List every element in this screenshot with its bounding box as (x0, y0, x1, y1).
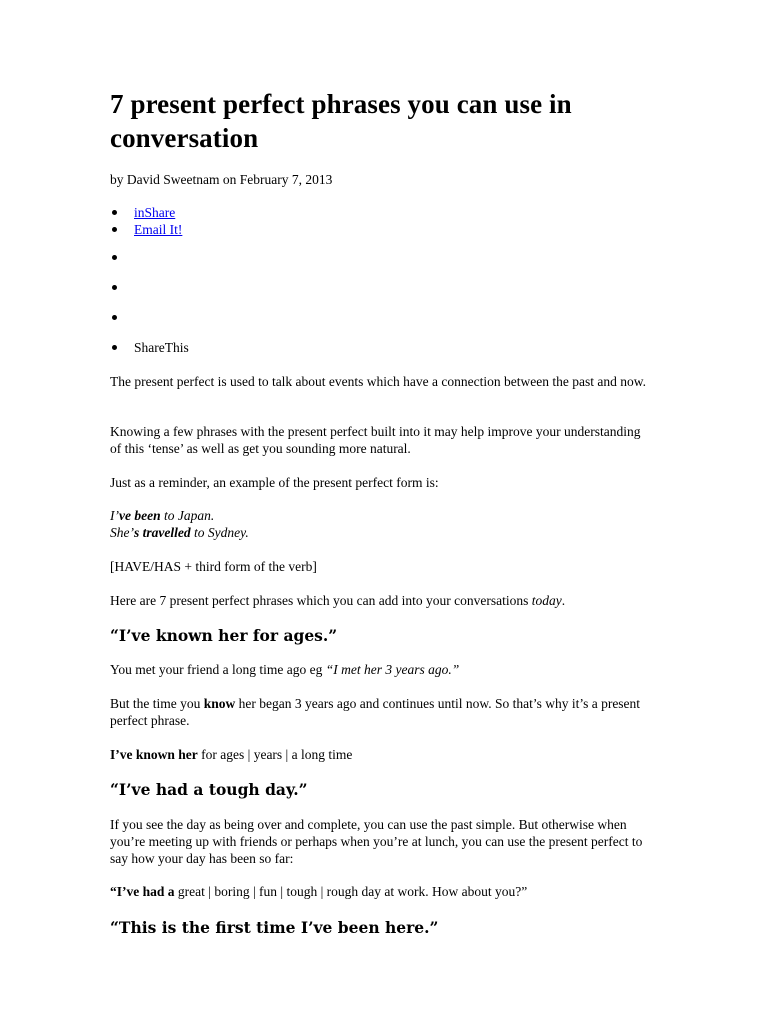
byline: by David Sweetnam on February 7, 2013 (110, 172, 333, 187)
paragraph: Here are 7 present perfect phrases which you can add into your conversations today. (110, 593, 566, 608)
share-list-sharethis (134, 339, 189, 356)
example-1: I’ve been to Japan. (110, 508, 215, 523)
section-heading: “This is the first time I’ve been here.” (110, 918, 439, 937)
verb-formula: [HAVE/HAS + third form of the verb] (110, 559, 317, 574)
paragraph: If you see the day as being over and complete, you can use the past simple. But otherwise when you’re meeting up with friends or perhaps when you’re at lunch, you can use the present perfect to say how your day has been so far: (110, 817, 643, 866)
phrase-pattern: “I’ve had a great | boring | fun | tough | rough day at work. How about you?” (110, 884, 528, 899)
example-sentences (110, 507, 650, 541)
inshare-link[interactable]: inShare (134, 205, 176, 220)
paragraph: But the time you know her began 3 years ago and continues until now. So that’s why it’s a present perfect phrase. (110, 696, 641, 728)
section-heading: “I’ve had a tough day.” (110, 780, 308, 799)
paragraph: Just as a reminder, an example of the present perfect form is: (110, 475, 439, 490)
section-heading: “I’ve known her for ages.” (110, 626, 338, 645)
phrase-pattern: I’ve known her for ages | years | a long time (110, 747, 353, 762)
paragraph: You met your friend a long time ago eg “I met her 3 years ago.” (110, 662, 460, 677)
paragraph: Knowing a few phrases with the present perfect built into it may help improve your understanding of this ‘tense’ as well as get you sounding more natural. (110, 424, 641, 456)
share-item-email[interactable] (134, 221, 182, 238)
paragraph: The present perfect is used to talk about events which have a connection between the past and now. (110, 374, 646, 389)
share-item-inshare[interactable] (134, 204, 182, 221)
sharethis-label[interactable]: ShareThis (134, 340, 189, 355)
share-list (134, 204, 182, 238)
example-2: She’s travelled to Sydney. (110, 525, 249, 540)
email-it-link[interactable]: Email It! (134, 222, 183, 237)
share-item-sharethis[interactable] (134, 339, 189, 356)
article-title: 7 present perfect phrases you can use in conversation (110, 89, 572, 153)
